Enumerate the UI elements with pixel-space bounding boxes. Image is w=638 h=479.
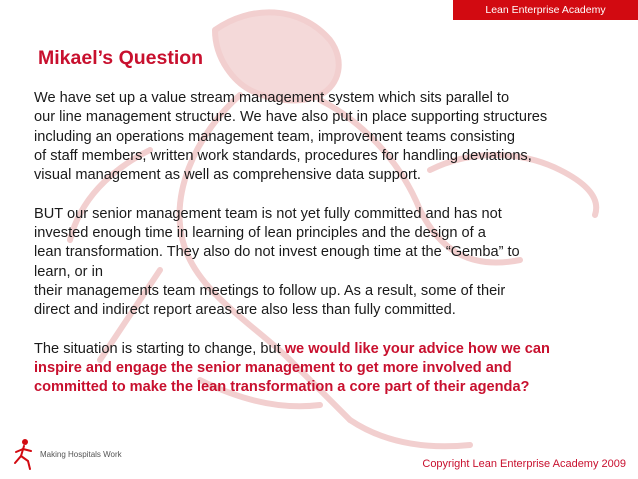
footer-logo — [10, 437, 122, 471]
body-line: of staff members, written work standards, procedures for handling deviations, — [34, 147, 532, 164]
footer-logo-text: Making Hospitals Work — [40, 449, 122, 459]
brand-label: Lean Enterprise Academy — [485, 4, 606, 16]
body-line: their managements team meetings to follow up. As a result, some of their — [34, 282, 506, 299]
question-emphasis: we would like your advice how we can — [284, 340, 550, 357]
paragraph-question — [34, 340, 614, 398]
running-figure-icon — [10, 437, 38, 471]
body-line: direct and indirect report areas are also less than fully committed. — [34, 302, 456, 319]
body-line: lean transformation. They also do not invest enough time at the “Gemba” to — [34, 244, 520, 261]
slide-body — [34, 89, 614, 398]
copyright-notice: Copyright Lean Enterprise Academy 2009 — [422, 458, 626, 470]
paragraph-commitment — [34, 205, 614, 321]
question-emphasis: inspire and engage the senior management to get more involved and — [34, 360, 512, 377]
body-line: We have set up a value stream management system which sits parallel to — [34, 90, 510, 106]
slide-title: Mikael’s Question — [38, 47, 204, 69]
body-line: BUT our senior management team is not yet fully committed and has not — [34, 205, 502, 222]
body-line: learn, or in — [34, 263, 103, 280]
body-line: invested enough time in learning of lean principles and the design of a — [34, 225, 486, 242]
body-line: our line management structure. We have also put in place supporting structures — [34, 109, 548, 126]
body-line — [34, 340, 614, 359]
brand-banner — [453, 0, 638, 20]
question-emphasis: committed to make the lean transformation a core part of their agenda? — [34, 379, 530, 396]
question-lead: The situation is starting to change, but — [34, 340, 285, 357]
paragraph-structure — [34, 89, 614, 185]
body-line: visual management as well as comprehensive data support. — [34, 167, 421, 184]
body-line: including an operations management team, improvement teams consisting — [34, 128, 516, 145]
